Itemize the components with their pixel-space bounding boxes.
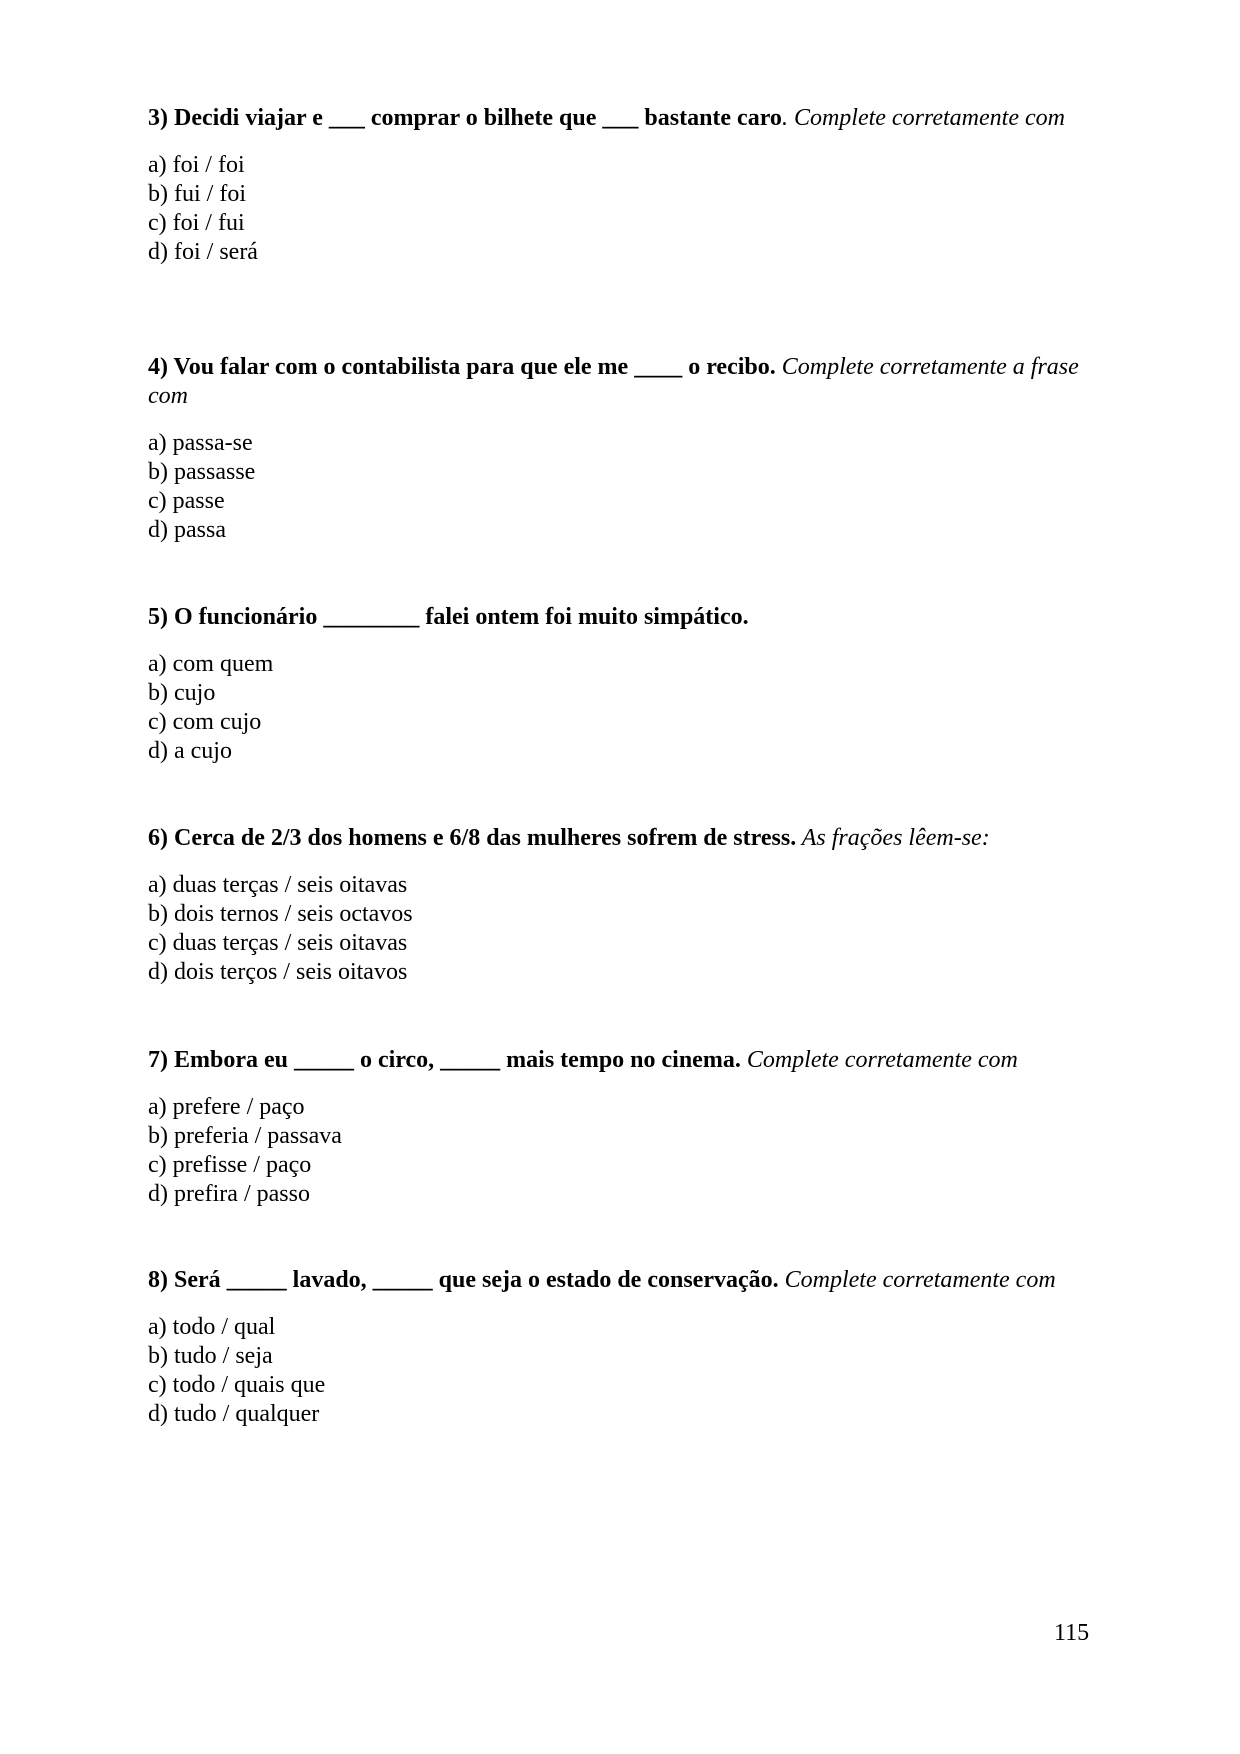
question-instruction: Complete corretamente com: [778, 1267, 1056, 1293]
option-a: a) prefere / paço: [148, 1094, 305, 1120]
option-list: [148, 1313, 1088, 1429]
question-8: [148, 1266, 1088, 1429]
question-text: 3) Decidi viajar e ___ comprar o bilhete que ___ bastante caro: [148, 105, 782, 131]
option-list: [148, 151, 1088, 267]
question-instruction: Complete corretamente a frase com: [148, 354, 1079, 409]
question-text: 7) Embora eu _____ o circo, _____ mais tempo no cinema.: [148, 1047, 741, 1073]
question-stem: [148, 1046, 1088, 1075]
option-c: c) todo / quais que: [148, 1372, 326, 1398]
option-list: [148, 650, 1088, 766]
option-b: b) preferia / passava: [148, 1123, 342, 1149]
question-4: [148, 353, 1088, 545]
question-stem: [148, 104, 1088, 133]
question-5: [148, 603, 1088, 766]
option-c: c) foi / fui: [148, 210, 245, 236]
option-list: [148, 871, 1088, 987]
question-stem: [148, 603, 1088, 632]
option-a: a) todo / qual: [148, 1314, 276, 1340]
question-text: 8) Será _____ lavado, _____ que seja o estado de conservação.: [148, 1267, 779, 1293]
page-number: 115: [1054, 1620, 1090, 1646]
option-b: b) fui / foi: [148, 181, 246, 207]
question-instruction: As frações lêem-se:: [796, 825, 990, 851]
question-text: 4) Vou falar com o contabilista para que ele me ____ o recibo.: [148, 354, 776, 380]
question-6: [148, 824, 1088, 987]
option-d: d) passa: [148, 517, 226, 543]
option-a: a) passa-se: [148, 430, 253, 456]
option-a: a) foi / foi: [148, 152, 245, 178]
option-c: c) passe: [148, 488, 225, 514]
option-a: a) duas terças / seis oitavas: [148, 872, 408, 898]
option-a: a) com quem: [148, 651, 274, 677]
question-stem: [148, 353, 1088, 411]
option-b: b) cujo: [148, 680, 216, 706]
option-c: c) duas terças / seis oitavas: [148, 930, 408, 956]
option-d: d) foi / será: [148, 239, 258, 265]
option-d: d) prefira / passo: [148, 1181, 310, 1207]
question-text: 5) O funcionário ________ falei ontem foi muito simpático.: [148, 604, 749, 630]
option-b: b) tudo / seja: [148, 1343, 273, 1369]
option-c: c) prefisse / paço: [148, 1152, 312, 1178]
option-c: c) com cujo: [148, 709, 262, 735]
option-d: d) a cujo: [148, 738, 232, 764]
question-3: [148, 104, 1088, 267]
question-instruction: . Complete corretamente com: [781, 105, 1065, 131]
question-instruction: Complete corretamente com: [740, 1047, 1018, 1073]
question-stem: [148, 824, 1088, 853]
option-d: d) dois terços / seis oitavos: [148, 959, 408, 985]
option-b: b) dois ternos / seis octavos: [148, 901, 413, 927]
option-d: d) tudo / qualquer: [148, 1401, 320, 1427]
question-text: 6) Cerca de 2/3 dos homens e 6/8 das mulheres sofrem de stress.: [148, 825, 797, 851]
question-stem: [148, 1266, 1088, 1295]
option-list: [148, 429, 1088, 545]
option-list: [148, 1093, 1088, 1209]
question-7: [148, 1046, 1088, 1209]
option-b: b) passasse: [148, 459, 256, 485]
